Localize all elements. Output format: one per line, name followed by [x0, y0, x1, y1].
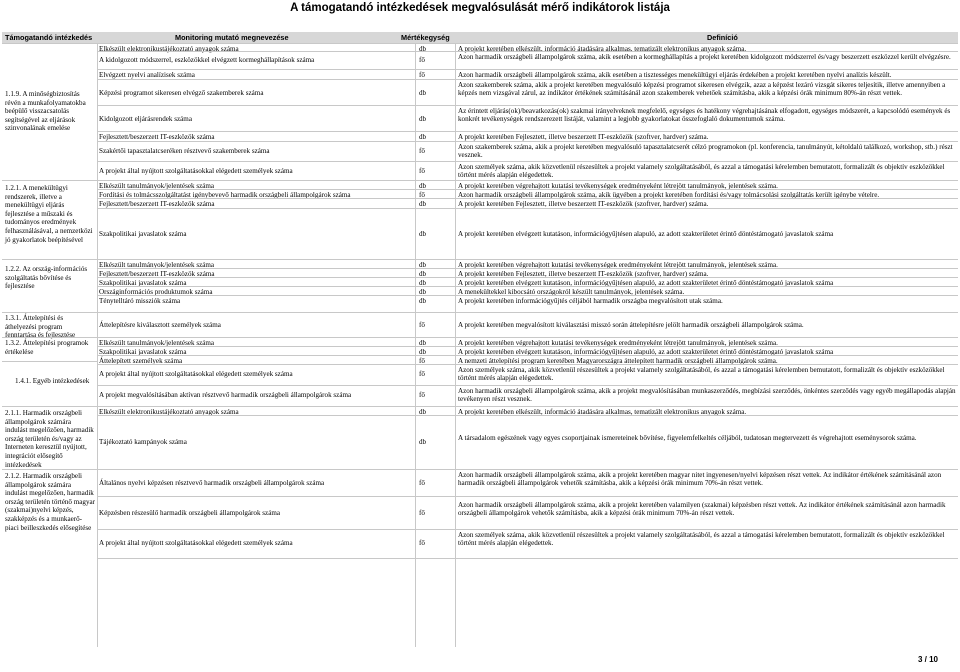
table-section: 1.2.2. Az ország-információs szolgáltatás bővítése és fejlesztése: [2, 259, 97, 313]
table-row: Elkészült tanulmányok/jelentések száma db A projekt keretében végrehajtott kutatási tevékenységek eredményeként létrejött tanulmányok, jelentések száma.: [97, 337, 958, 347]
page-number: 3 / 10: [917, 655, 938, 664]
header-measure: Támogatandó intézkedés: [5, 33, 93, 42]
table-row: Képzési programot sikeresen elvégző szakemberek száma db Azon szakemberek száma, akik a projekt keretében megvalósuló képzési programot sikeresen elvégzik, azaz a képzést lezáró vizsgát sikeres teljesítik, illetve amennyiben a képzés nem vizsgával zárul, az indikátor értékének számításánál azon szakemberek vehetőek számításba, akik a képzési órák minimum 80%-án részt vettek.: [97, 79, 958, 106]
table-row: Áttelepített személyek száma fő A nemzeti áttelepítési program keretében Magyarországra áttelepített harmadik országbeli állampolgárok száma.: [97, 355, 958, 365]
table-row: Szakpolitikai javaslatok száma db A projekt keretében elvégzett kutatáson, információgyűjtésen alapuló, az adott szakterületet érintő döntéstámogató javaslatok száma: [97, 208, 958, 260]
table-header: [2, 32, 958, 43]
table-section: 1.1.9. A minőségbiztosítás révén a munkafolyamatokba beépülő visszacsatolás segítségével az eljárások szinvonalának emelése: [2, 43, 97, 181]
table-row: Fejlesztett/beszerzett IT-eszközök száma db A projekt keretében Fejlesztett, illetve beszerzett IT-eszközök (szoftver, hardver) száma.: [97, 131, 958, 142]
table-row: Elkészült tanulmányok/jelentések száma db A projekt keretében végrehajtott kutatási tevékenységek eredményeként létrejött tanulmányok, jelentések száma.: [97, 259, 958, 269]
table-section: 1.2.1. A menekültügyi rendszerek, illetve a menekültügyi eljárás fejlesztése a műszaki és tudományos eredmények felhasználásával, a nemzetközi jó gyakorlatok beépítésével: [2, 180, 97, 260]
table-row: Szakpolitikai javaslatok száma db A projekt keretében elvégzett kutatáson, információgyűjtésen alapuló, az adott szakterületet érintő döntéstámogató javaslatok száma: [97, 277, 958, 287]
table-row: Kidolgozott eljárásrendek száma db Az érintett eljárás(ok)/beavatkozás(ok) szakmai irányelveknek megfelelő, egységes és hatékony végrehajtásának elfogadott, egységes módszerét, a kapcsolódó események és konkrét tevékenységek rendszerezett listáját, valamint a legjobb gyakorlatokat összefoglaló dokumentumok száma.: [97, 105, 958, 132]
table-row: Képzésben részesülő harmadik országbeli állampolgárok száma fő Azon harmadik országbeli állampolgárok száma, akik a projekt keretében valamilyen (szakmai) képzésben részt vettek. Az indikátor értékének számításánál azon harmadik országbeli állampolgárok vehetők számításba, akik a képzési órák minimum 70%-án részt vettek.: [97, 496, 958, 530]
table-row: Szakpolitikai javaslatok száma db A projekt keretében elvégzett kutatáson, információgyűjtésen alapuló, az adott szakterületet érintő döntéstámogató javaslatok száma: [97, 346, 958, 356]
table-row: Általános nyelvi képzésen résztvevő harmadik országbeli állampolgárok száma fő Azon harmadik országbeli állampolgárok száma, akik a projekt keretében magyar nitet ingyenesen/nyelvi képzésen részt vettek. Az indikátor értékének számításánál azon harmadik országbeli állampolgárok vehetők számításba, akik a képzési órák minimum 70%-án részt vettek.: [97, 469, 958, 497]
table-row: Tájékoztató kampányok száma db A társadalom egészének vagy egyes csoportjainak ismereteinek bővítése, figyelemfelkeltés céljából, tudatosan megtervezett és végrehajtott eseménysorok száma.: [97, 415, 958, 470]
table-section: 1.4.1. Egyéb intézkedések: [2, 361, 97, 407]
table-section: 1.3.1. Áttelepítési és áthelyezési program fenntartása és fejlesztése: [2, 312, 97, 338]
table-row: Ténytelltáró missziók száma db A projekt keretében információgyűjtés céljából harmadik országba megvalósított utak száma.: [97, 295, 958, 313]
table-row: Szakértői tapasztalatcseréken résztvevő szakemberek száma fő Azon szakemberek száma, akik a projekt keretében megvalósuló tapasztalatcserét célzó programokon (pl. konferencia, tanulmányút, kétoldalú találkozó, workshop, stb.) részt vesznek.: [97, 141, 958, 162]
header-unit: Mértékegység: [401, 33, 450, 42]
table-section: 2.1.2. Harmadik országbeli állampolgárok számára indulást megelőzően, harmadik ország területén történő magyar (szakmai)nyelvi képzés, szakképzés és a munkaerő-piaci beilleszkedés elősegítése: [2, 469, 97, 558]
table-row: A projekt megvalósításában aktívan résztvevő harmadik országbeli állampolgárok száma fő Azon harmadik országbeli állampolgárok száma, akik a projekt megvalósításában munkaszerződés, megbízási szerződés, önkéntes szerződés vagy egyéb megállapodás alapján tevékenyen részt vesznek.: [97, 385, 958, 407]
table-row: Fordítási és tolmácsszolgáltatást igénybevevő harmadik országbeli állampolgárok száma fő Azon harmadik országbeli állampolgárok száma, akik ügyében a projekt keretében fordítási és/vagy tolmácsolási szolgáltatás került igénybe vételre.: [97, 189, 958, 199]
table-row: Elkészült tanulmányok/jelentések száma db A projekt keretében végrehajtott kutatási tevékenységek eredményeként létrejött tanulmányok, jelentések száma.: [97, 180, 958, 190]
table-section: 2.1.1. Harmadik országbeli állampolgárok számára indulást megelőzően, harmadik ország területén és/vagy az Interneten keresztül nyújtott, integrációt elősegítő intézkedések: [2, 406, 97, 470]
indicator-table: [2, 43, 958, 647]
table-row: A projekt által nyújtott szolgáltatásokkal elégedett személyek száma fő Azon személyek száma, akik közvetlenül részesültek a projekt valamely szolgáltatásából, és azzal a támogatási kérelemben bemutatott, formalizált és objektív eszközökkel történt mérés alapján elégedettek.: [97, 529, 958, 559]
table-row: Elkészült elektronikustájékoztató anyagok száma db A projekt keretében elkészült, információ átadására alkalmas, tematizált elektronikus anyagok száma.: [97, 43, 958, 52]
table-section: 1.3.2. Áttelepítési programok értékelése: [2, 337, 97, 362]
header-indicator: Monitoring mutató megnevezése: [175, 33, 289, 42]
page-title: A támogatandó intézkedések megvalósulását mérő indikátorok listája: [290, 2, 670, 14]
table-row: Fejlesztett/beszerzett IT-eszközök száma db A projekt keretében Fejlesztett, illetve beszerzett IT-eszközök (szoftver, hardver) száma.: [97, 198, 958, 209]
table-row: A projekt által nyújtott szolgáltatásokkal elégedett személyek száma fő Azon személyek száma, akik közvetlenül részesültek a projekt valamely szolgáltatásából, és azzal a támogatási kérelemben bemutatott, formalizált és objektív eszközökkel történt mérés alapján elégedettek.: [97, 364, 958, 386]
header-definition: Definíció: [707, 33, 738, 42]
table-row: Áttelepítésre kiválasztott személyek száma fő A projekt keretében megvalósított kiválasztási misszó során áttelepítésre jelölt harmadik országbeli állampolgárok száma.: [97, 312, 958, 338]
table-row: Országinformációs produktumok száma db A menekültekkel kibocsátó országokról készült tanulmányok, jelentések száma.: [97, 286, 958, 296]
table-row: Elkészült elektronikustájékoztató anyagok száma db A projekt keretében elkészült, információ átadására alkalmas, tematizált elektronikus anyagok száma.: [97, 406, 958, 416]
table-row: A kidolgozott módszerrel, eszközökkel elvégzett kormeghállapítások száma fő Azon harmadik országbeli állampolgárok száma, akik esetében a kormeghállapítás a projekt keretében kidolgozott módszerrel és/vagy beszerzett eszközzel került elvégzésre.: [97, 51, 958, 70]
table-row: Fejlesztett/beszerzett IT-eszközök száma db A projekt keretében Fejlesztett, illetve beszerzett IT-eszközök (szoftver, hardver) száma.: [97, 268, 958, 278]
table-row: A projekt által nyújtott szolgáltatásokkal elégedett személyek száma fő Azon személyek száma, akik közvetlenül részesültek a projekt valamely szolgáltatásából, és azzal a támogatási kérelemben bemutatott, formalizált és objektív eszközökkel történt mérés alapján elégedettek.: [97, 161, 958, 181]
table-row: Elvégzett nyelvi analízisek száma fő Azon harmadik országbeli állampolgárok száma, akik esetében a tisztességes menekültügyi eljárás érdekében a projekt keretében nyelvi analízis készült.: [97, 69, 958, 80]
